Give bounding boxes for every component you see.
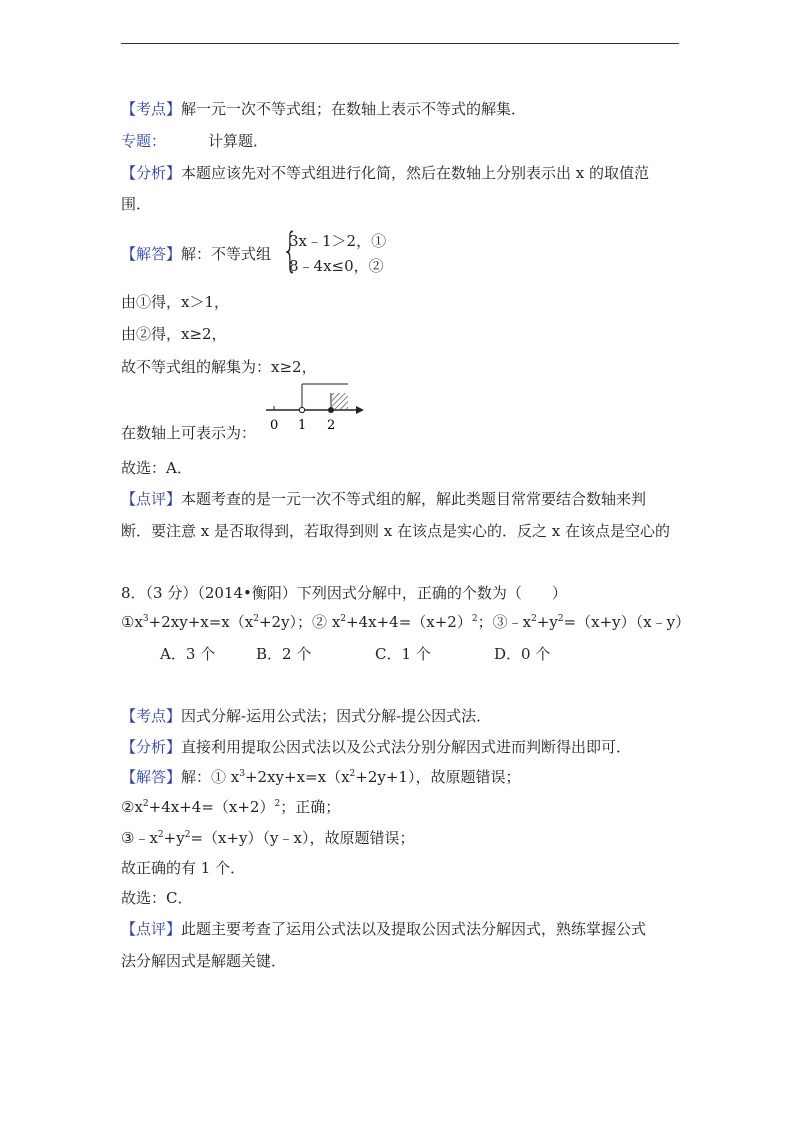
jieda-a: 解：① x xyxy=(181,768,240,786)
fenxi-line-3 xyxy=(121,737,631,757)
solution-line-3 xyxy=(121,828,414,848)
system-line-2: 8﹣4x≤0，② xyxy=(289,257,384,275)
line3-b: +y xyxy=(163,829,185,847)
dianping-tag: 【点评】 xyxy=(121,490,182,508)
jieda-c: +2y+1），故原题错误； xyxy=(355,768,521,786)
sup-2d: 2 xyxy=(531,614,537,624)
solution-line-2 xyxy=(121,797,340,817)
jieda-tag-2: 【解答】 xyxy=(121,768,182,786)
dianping-text-3: 此题主要考查了运用公式法以及提取公因式法分解因式，熟练掌握公式 xyxy=(181,920,647,938)
step-1: 由①得，x＞1， xyxy=(121,293,230,311)
expr-1c: +2y）； xyxy=(258,613,313,631)
zhuanti-line xyxy=(121,131,268,151)
jieda-sup-3: 3 xyxy=(239,769,245,779)
line3-sup-b: 2 xyxy=(184,830,191,840)
dianping-line-2: 断．要注意 x 是否取得到，若取得到则 x 在该点是实心的．反之 x 在该点是空心的 xyxy=(121,522,670,540)
open-point-1 xyxy=(299,407,304,412)
jieda-b: +2xy+x=x（x xyxy=(244,768,350,786)
jieda-tag: 【解答】 xyxy=(121,245,182,263)
sup-2a: 2 xyxy=(253,614,259,624)
numberline-label: 在数轴上可表示为： xyxy=(121,424,257,442)
tick-label-2: 2 xyxy=(327,418,336,433)
expr-3c: =（x+y）（x﹣y） xyxy=(563,613,691,631)
option-b: B．2 个 xyxy=(256,645,312,663)
step-3: 故不等式组的解集为：x≥2， xyxy=(121,358,317,376)
solid-point-2 xyxy=(328,407,334,413)
sup-2e: 2 xyxy=(557,614,564,624)
zhuanti-tag: 专题： xyxy=(121,132,167,150)
dianping-line-3 xyxy=(121,919,646,939)
fenxi-line-1 xyxy=(121,163,649,183)
jieda-sup-2: 2 xyxy=(349,769,356,779)
dianping-line-4: 法分解因式是解题关键． xyxy=(121,952,287,970)
expr-1b: +2xy+x=x（x xyxy=(148,613,254,631)
option-d: D．0 个 xyxy=(494,645,551,663)
line3-a: ③﹣x xyxy=(121,829,158,847)
expr-2a: ② x xyxy=(312,613,341,631)
kaodian-tag-2: 【考点】 xyxy=(121,707,182,725)
expr-2c: ； xyxy=(477,613,493,631)
question-8-stem: 8．（3 分）（2014•衡阳）下列因式分解中，正确的个数为（ ） xyxy=(121,584,567,602)
answer-c: 故选：C． xyxy=(121,889,193,907)
jieda-line xyxy=(121,243,271,264)
sup-2b: 2 xyxy=(340,614,347,624)
arrow-icon xyxy=(356,406,364,414)
line2-sup-a: 2 xyxy=(142,799,149,809)
line2-a: ②x xyxy=(121,798,143,816)
fenxi-text-1: 本题应该先对不等式组进行化简，然后在数轴上分别表示出 x 的取值范 xyxy=(181,164,650,182)
line3-c: =（x+y）（y﹣x），故原题错误； xyxy=(190,829,415,847)
fenxi-line-2 xyxy=(121,194,151,214)
question-8-expressions xyxy=(121,612,690,632)
dianping-text-1: 本题考查的是一元一次不等式组的解，解此类题目常常要结合数轴来判 xyxy=(181,490,647,508)
fenxi-text-2: 围． xyxy=(121,195,152,213)
expr-3a: ③﹣x xyxy=(492,613,532,631)
kaodian-tag: 【考点】 xyxy=(121,100,182,118)
kaodian-text-2: 因式分解-运用公式法；因式分解-提公因式法． xyxy=(181,707,492,725)
option-a: A．3 个 xyxy=(160,645,216,663)
jieda-text: 解：不等式组 xyxy=(181,245,272,263)
expr-3b: +y xyxy=(536,613,558,631)
line2-sup-b: 2 xyxy=(274,799,281,809)
tick-label-1: 1 xyxy=(298,418,307,433)
dianping-tag-2: 【点评】 xyxy=(121,920,182,938)
number-line xyxy=(258,378,368,434)
dianping-line-1 xyxy=(121,489,646,509)
hatched-region xyxy=(332,393,348,409)
line2-c: ；正确； xyxy=(280,798,341,816)
answer-a: 故选：A． xyxy=(121,459,192,477)
fenxi-tag: 【分析】 xyxy=(121,164,182,182)
brace-symbol: { xyxy=(282,223,299,277)
jieda-line-2 xyxy=(121,767,520,787)
fenxi-text-3: 直接利用提取公因式法以及公式法分别分解因式进而判断得出即可． xyxy=(181,738,632,756)
kaodian-text: 解一元一次不等式组；在数轴上表示不等式的解集． xyxy=(181,100,527,118)
step-2: 由②得，x≥2， xyxy=(121,325,227,343)
sup-3: 3 xyxy=(142,614,149,624)
line3-sup-a: 2 xyxy=(157,830,164,840)
fenxi-tag-2: 【分析】 xyxy=(121,738,182,756)
kaodian-line-2 xyxy=(121,706,491,726)
tick-label-0: 0 xyxy=(270,418,279,433)
kaodian-line xyxy=(121,99,526,119)
option-c: C．1 个 xyxy=(375,645,431,663)
line2-b: +4x+4=（x+2） xyxy=(148,798,275,816)
sup-2c: 2 xyxy=(471,614,478,624)
expr-1a: ①x xyxy=(121,613,143,631)
system-line-1: 3x﹣1＞2，① xyxy=(289,232,387,250)
count-line: 故正确的有 1 个． xyxy=(121,859,246,877)
expr-2b: +4x+4=（x+2） xyxy=(346,613,472,631)
zhuanti-text: 计算题． xyxy=(208,132,269,150)
header-rule xyxy=(121,43,679,44)
